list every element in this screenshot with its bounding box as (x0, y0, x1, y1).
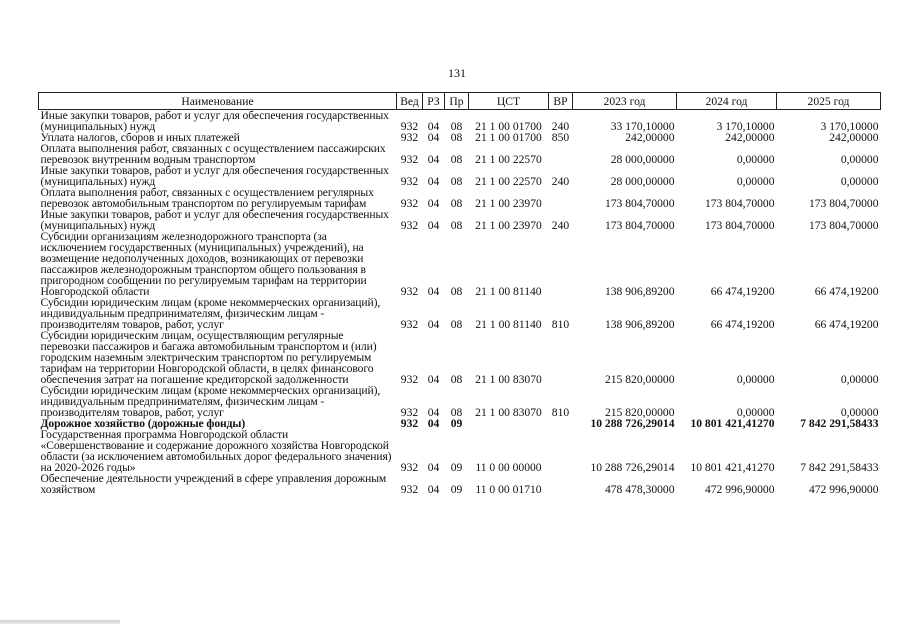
row-rz: 04 (427, 461, 440, 474)
table-row (39, 187, 881, 209)
row-cst: 21 1 00 81140 (475, 285, 542, 298)
row-amount-2023: 215 820,00000 (604, 406, 675, 419)
row-vr: 810 (551, 318, 570, 331)
row-amount-2025: 242,00000 (829, 131, 879, 144)
row-amount-2023: 10 288 726,29014 (590, 417, 675, 430)
table-body (39, 110, 881, 496)
row-ved: 932 (400, 285, 419, 298)
row-cst: 21 1 00 01700 (475, 131, 542, 144)
row-rz: 04 (427, 406, 440, 419)
row-cst: 21 1 00 23970 (475, 219, 542, 232)
scan-edge (0, 620, 120, 624)
header-2024: 2024 год (677, 93, 777, 110)
row-name: Субсидии юридическим лицам (кроме некоммерческих организаций), индивидуальным предпринимателям, физическим лицам - производителям товаров, работ, услуг (40, 296, 381, 331)
row-cst: 21 1 00 01700 (475, 120, 542, 133)
row-pr: 08 (450, 131, 463, 144)
row-amount-2025: 3 170,10000 (820, 120, 879, 133)
row-amount-2023: 173 804,70000 (604, 197, 675, 210)
row-ved: 932 (400, 175, 419, 188)
row-name: Иные закупки товаров, работ и услуг для обеспечения государственных (муниципальных) нужд (40, 164, 389, 188)
row-vr (549, 418, 573, 429)
row-name: Оплата выполнения работ, связанных с осуществлением регулярных перевозок автомобильным транспортом по регулируемым тарифам (40, 186, 374, 210)
row-pr: 08 (450, 406, 463, 419)
row-amount-2024: 10 801 421,41270 (690, 461, 775, 474)
row-ved: 932 (400, 153, 419, 166)
row-amount-2023: 138 906,89200 (604, 285, 675, 298)
table-row (39, 231, 881, 297)
row-rz: 04 (427, 153, 440, 166)
row-amount-2025: 173 804,70000 (808, 219, 879, 232)
row-rz: 04 (427, 120, 440, 133)
row-cst: 11 0 00 00000 (475, 461, 542, 474)
row-amount-2024: 173 804,70000 (704, 219, 775, 232)
row-cst: 21 1 00 83070 (475, 373, 542, 386)
row-pr: 08 (450, 373, 463, 386)
row-name: Уплата налогов, сборов и иных платежей (40, 131, 240, 144)
budget-table (38, 92, 881, 495)
header-cst: ЦСТ (469, 93, 549, 110)
row-pr: 08 (450, 153, 463, 166)
header-2025: 2025 год (777, 93, 881, 110)
row-vr (549, 429, 573, 473)
row-cst: 11 0 00 01710 (475, 483, 542, 496)
row-amount-2025: 472 996,90000 (808, 483, 879, 496)
table-row (39, 429, 881, 473)
table-row (39, 330, 881, 385)
row-amount-2023: 28 000,00000 (610, 175, 675, 188)
row-pr: 09 (450, 461, 463, 474)
row-pr: 08 (450, 219, 463, 232)
row-amount-2023: 478 478,30000 (604, 483, 675, 496)
row-rz: 04 (427, 131, 440, 144)
row-cst: 21 1 00 23970 (475, 197, 542, 210)
table-row (39, 385, 881, 418)
row-pr: 09 (450, 483, 463, 496)
row-rz: 04 (427, 219, 440, 232)
row-vr (549, 473, 573, 495)
table-row (39, 165, 881, 187)
row-rz: 04 (427, 285, 440, 298)
row-vr: 850 (551, 131, 570, 144)
row-cst: 21 1 00 22570 (475, 153, 542, 166)
row-pr: 08 (450, 318, 463, 331)
row-amount-2025: 0,00000 (840, 153, 879, 166)
row-cst: 21 1 00 83070 (475, 406, 542, 419)
table-row (39, 297, 881, 330)
row-amount-2024: 472 996,90000 (704, 483, 775, 496)
row-amount-2025: 173 804,70000 (808, 197, 879, 210)
row-name: Иные закупки товаров, работ и услуг для обеспечения государственных (муниципальных) нужд (40, 109, 389, 133)
page-number: 131 (448, 66, 466, 80)
row-name: Субсидии юридическим лицам, осуществляющим регулярные перевозки пассажиров и багажа автомобильным транспортом и (или) городским наземным электрическим транспортом по регулируемым тарифам на территории Новгородской области, в целях финансового обеспечения затрат на погашение кредиторской задолженности (40, 329, 377, 386)
row-name: Обеспечение деятельности учреждений в сфере управления дорожным хозяйством (40, 472, 387, 496)
row-ved: 932 (400, 373, 419, 386)
row-rz: 04 (427, 197, 440, 210)
row-amount-2024: 0,00000 (736, 373, 775, 386)
row-cst: 21 1 00 22570 (475, 175, 542, 188)
row-ved: 932 (400, 461, 419, 474)
row-pr: 08 (450, 175, 463, 188)
row-amount-2023: 138 906,89200 (604, 318, 675, 331)
row-amount-2024: 0,00000 (736, 175, 775, 188)
row-amount-2025: 0,00000 (840, 406, 879, 419)
row-amount-2024: 173 804,70000 (704, 197, 775, 210)
header-ved: Вед (397, 93, 423, 110)
row-ved: 932 (400, 318, 419, 331)
row-rz: 04 (427, 483, 440, 496)
row-pr: 09 (450, 417, 463, 430)
row-amount-2024: 0,00000 (736, 406, 775, 419)
row-vr: 240 (551, 175, 570, 188)
table-row (39, 473, 881, 495)
header-vr: ВР (549, 93, 573, 110)
row-vr (549, 231, 573, 297)
row-rz: 04 (427, 318, 440, 331)
row-ved: 932 (400, 131, 419, 144)
row-amount-2024: 3 170,10000 (716, 120, 775, 133)
row-amount-2025: 0,00000 (840, 373, 879, 386)
row-name: Иные закупки товаров, работ и услуг для обеспечения государственных (муниципальных) нужд (40, 208, 389, 232)
row-vr (549, 330, 573, 385)
header-name: Наименование (39, 93, 397, 110)
row-amount-2024: 0,00000 (736, 153, 775, 166)
row-name: Оплата выполнения работ, связанных с осуществлением пассажирских перевозок внутренним водным транспортом (40, 142, 386, 166)
row-amount-2023: 215 820,00000 (604, 373, 675, 386)
row-amount-2025: 66 474,19200 (814, 318, 879, 331)
row-pr: 08 (450, 197, 463, 210)
row-amount-2024: 242,00000 (725, 131, 775, 144)
row-amount-2025: 7 842 291,58433 (800, 461, 879, 474)
row-rz: 04 (427, 373, 440, 386)
row-cst (469, 418, 549, 429)
table-row (39, 143, 881, 165)
header-rz: РЗ (423, 93, 445, 110)
row-vr: 240 (551, 120, 570, 133)
row-amount-2024: 10 801 421,41270 (690, 417, 775, 430)
row-amount-2023: 10 288 726,29014 (590, 461, 675, 474)
row-cst: 21 1 00 81140 (475, 318, 542, 331)
row-ved: 932 (400, 417, 419, 430)
row-amount-2023: 28 000,00000 (610, 153, 675, 166)
row-amount-2025: 66 474,19200 (814, 285, 879, 298)
row-name: Субсидии организациям железнодорожного транспорта (за исключением государственных (муниципальных) учреждений), на возмещение недополученных доходов, возникающих от перевозки пассажиров железнодорожным транспортом общего пользования в пригородном сообщении по регулируемым тарифам на территории Новгородской области (40, 230, 367, 298)
row-pr: 08 (450, 120, 463, 133)
row-name: Государственная программа Новгородской области «Совершенствование и содержание дорожного хозяйства Новгородской области (за исключением автомобильных дорог федерального значения) на 2020-2026 годы» (40, 428, 392, 474)
table-row (39, 209, 881, 231)
header-2023: 2023 год (573, 93, 677, 110)
row-pr: 08 (450, 285, 463, 298)
row-amount-2023: 33 170,10000 (610, 120, 675, 133)
row-amount-2025: 0,00000 (840, 175, 879, 188)
row-amount-2023: 242,00000 (625, 131, 675, 144)
row-amount-2023: 173 804,70000 (604, 219, 675, 232)
row-ved: 932 (400, 406, 419, 419)
row-name: Субсидии юридическим лицам (кроме некоммерческих организаций), индивидуальным предпринимателям, физическим лицам - производителям товаров, работ, услуг (40, 384, 381, 419)
row-rz: 04 (427, 175, 440, 188)
row-vr (549, 187, 573, 209)
row-vr: 240 (551, 219, 570, 232)
row-ved: 932 (400, 483, 419, 496)
row-name: Дорожное хозяйство (дорожные фонды) (40, 417, 246, 430)
row-ved: 932 (400, 219, 419, 232)
row-vr: 810 (551, 406, 570, 419)
row-ved: 932 (400, 120, 419, 133)
row-amount-2024: 66 474,19200 (710, 285, 775, 298)
row-ved: 932 (400, 197, 419, 210)
row-amount-2024: 66 474,19200 (710, 318, 775, 331)
row-vr (549, 143, 573, 165)
row-amount-2025: 7 842 291,58433 (800, 417, 879, 430)
table-header-row (39, 93, 881, 110)
row-rz: 04 (427, 417, 440, 430)
table-row (39, 110, 881, 133)
header-pr: Пр (445, 93, 469, 110)
